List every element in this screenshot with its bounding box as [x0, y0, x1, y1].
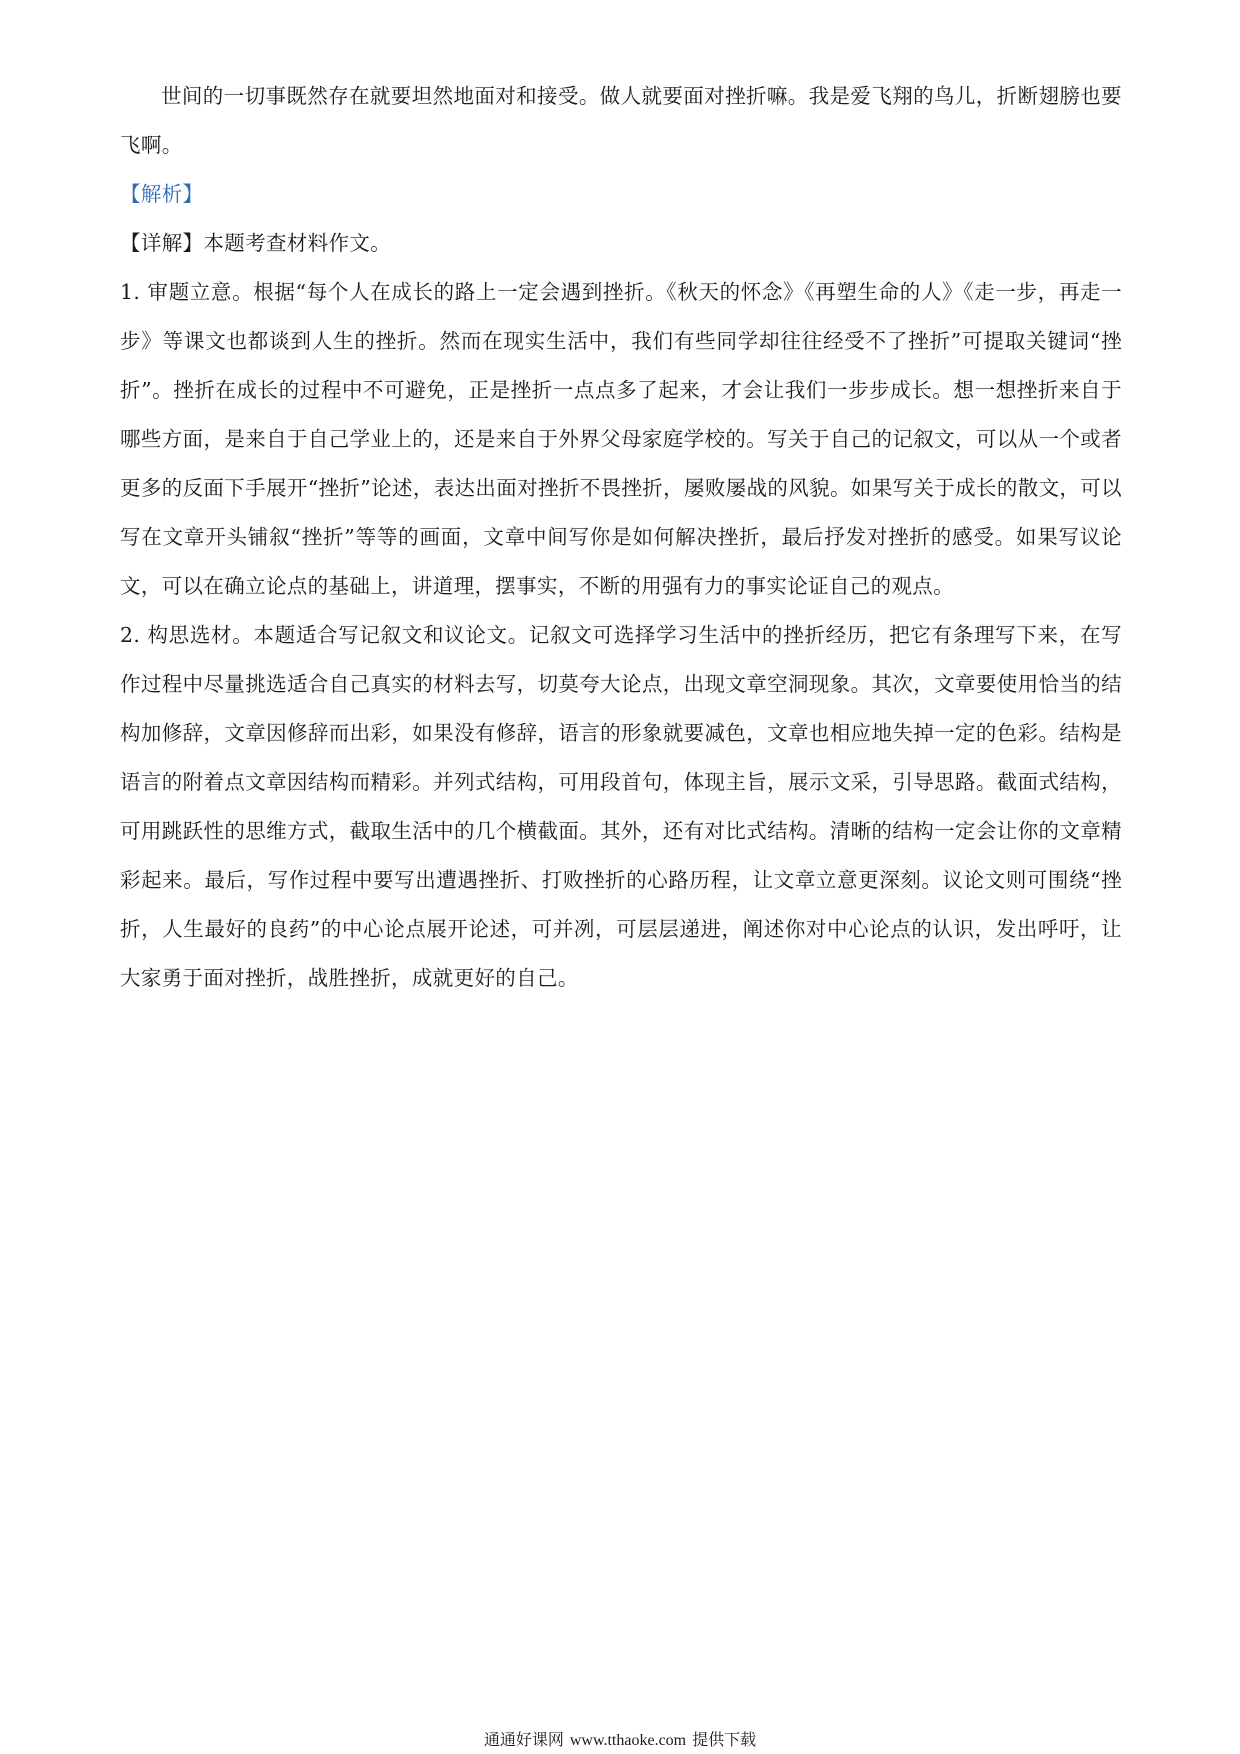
- intro-paragraph: 世间的一切事既然存在就要坦然地面对和接受。做人就要面对挫折嘛。我是爱飞翔的鸟儿，折断翅膀也要飞啊。: [120, 84, 1122, 157]
- point-1-paragraph: 1. 审题立意。根据“每个人在成长的路上一定会遇到挫折。《秋天的怀念》《再塑生命的人》《走一步，再走一步》等课文也都谈到人生的挫折。然而在现实生活中，我们有些同学却往往经受不了挫折”可提取关键词“挫折”。挫折在成长的过程中不可避免，正是挫折一点点多了起来，才会让我们一步步成长。想一想挫折来自于哪些方面，是来自于自己学业上的，还是来自于外界父母家庭学校的。写关于自己的记叙文，可以从一个或者更多的反面下手展开“挫折”论述，表达出面对挫折不畏挫折，屡败屡战的风貌。如果写关于成长的散文，可以写在文章开头铺叙“挫折”等等的画面，文章中间写你是如何解决挫折，最后抒发对挫折的感受。如果写议论文，可以在确立论点的基础上，讲道理，摆事实，不断的用强有力的事实论证自己的观点。: [120, 280, 1122, 598]
- footer-site-name: 通通好课网: [483, 1730, 564, 1749]
- page-footer: [0, 1730, 1240, 1751]
- analysis-heading: 【解析】: [120, 182, 204, 206]
- document-body: [120, 72, 1122, 1003]
- footer-suffix: 提供下载: [692, 1730, 757, 1749]
- footer-site-url[interactable]: www.tthaoke.com: [569, 1732, 687, 1749]
- detail-paragraph: 【详解】本题考查材料作文。: [120, 231, 392, 255]
- point-2-paragraph: 2. 构思选材。本题适合写记叙文和议论文。记叙文可选择学习生活中的挫折经历，把它有条理写下来，在写作过程中尽量挑选适合自己真实的材料去写，切莫夸大论点，出现文章空洞现象。其次，文章要使用恰当的结构加修辞，文章因修辞而出彩，如果没有修辞，语言的形象就要减色，文章也相应地失掉一定的色彩。结构是语言的附着点文章因结构而精彩。并列式结构，可用段首句，体现主旨，展示文采，引导思路。截面式结构，可用跳跃性的思维方式，截取生活中的几个横截面。其外，还有对比式结构。清晰的结构一定会让你的文章精彩起来。最后，写作过程中要写出遭遇挫折、打败挫折的心路历程，让文章立意更深刻。议论文则可围绕“挫折，人生最好的良药”的中心论点展开论述，可并冽，可层层递进，阐述你对中心论点的认识，发出呼吁，让大家勇于面对挫折，战胜挫折，成就更好的自己。: [120, 623, 1122, 990]
